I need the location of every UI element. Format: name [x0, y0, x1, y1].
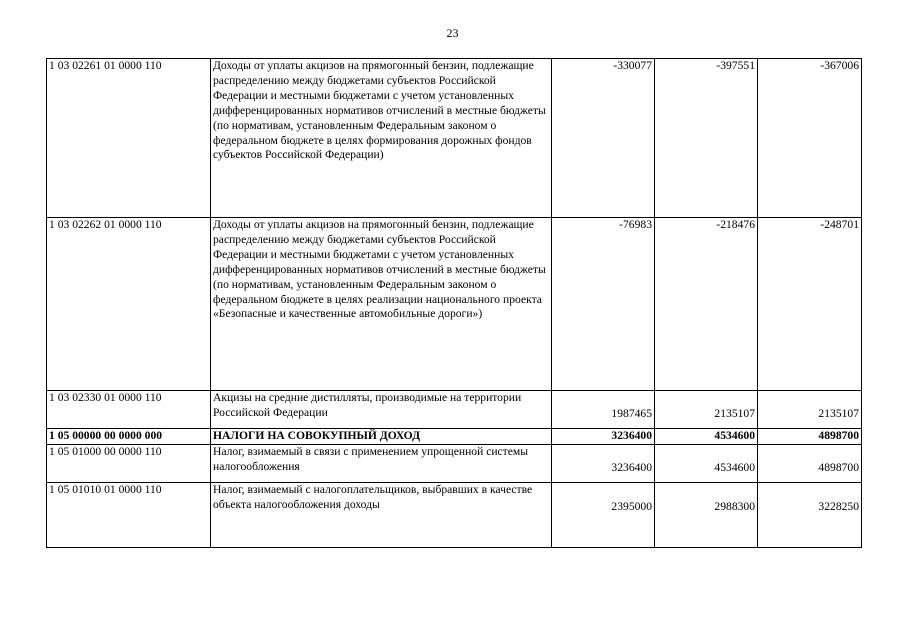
- table-row: [47, 483, 862, 548]
- amount-year-1: -330077: [552, 59, 655, 218]
- revenue-code: 1 05 01010 01 0000 110: [47, 483, 211, 548]
- amount-year-3: -367006: [758, 59, 862, 218]
- page-number: 23: [446, 26, 459, 40]
- amount-year-1: 1987465: [552, 391, 655, 429]
- amount-year-2: -397551: [655, 59, 758, 218]
- revenue-name: Налог, взимаемый в связи с применением упрощенной системы налогообложения: [211, 445, 552, 483]
- table-row: [47, 59, 862, 218]
- amount-year-3: -248701: [758, 218, 862, 391]
- amount-year-2: -218476: [655, 218, 758, 391]
- amount-year-2: 4534600: [655, 429, 758, 445]
- amount-year-1: 3236400: [552, 445, 655, 483]
- amount-year-1: 3236400: [552, 429, 655, 445]
- revenue-code: 1 03 02261 01 0000 110: [47, 59, 211, 218]
- table-row: [47, 445, 862, 483]
- revenue-code: 1 03 02262 01 0000 110: [47, 218, 211, 391]
- amount-year-3: 4898700: [758, 429, 862, 445]
- budget-revenue-table: [46, 58, 862, 548]
- revenue-name: НАЛОГИ НА СОВОКУПНЫЙ ДОХОД: [211, 429, 552, 445]
- amount-year-2: 4534600: [655, 445, 758, 483]
- amount-year-1: 2395000: [552, 483, 655, 548]
- revenue-name: Доходы от уплаты акцизов на прямогонный бензин, подлежащие распределению между бюджетами субъектов Российской Федерации и местными бюджетами с учетом установленных дифференцированных нормативов отчислений в местные бюджеты (по нормативам, установленным Федеральным законом о федеральном бюджете в целях формирования дорожных фондов субъектов Российской Федерации): [211, 59, 552, 218]
- revenue-code: 1 05 01000 00 0000 110: [47, 445, 211, 483]
- amount-year-1: -76983: [552, 218, 655, 391]
- amount-year-2: 2988300: [655, 483, 758, 548]
- amount-year-3: 2135107: [758, 391, 862, 429]
- revenue-code: 1 05 00000 00 0000 000: [47, 429, 211, 445]
- revenue-code: 1 03 02330 01 0000 110: [47, 391, 211, 429]
- table-row-section-total: [47, 429, 862, 445]
- table-row: [47, 391, 862, 429]
- revenue-name: Акцизы на средние дистилляты, производимые на территории Российской Федерации: [211, 391, 552, 429]
- table-row: [47, 218, 862, 391]
- revenue-name: Доходы от уплаты акцизов на прямогонный бензин, подлежащие распределению между бюджетами субъектов Российской Федерации и местными бюджетами с учетом установленных дифференцированных нормативов отчислений в местные бюджеты (по нормативам, установленным Федеральным законом о федеральном бюджете в целях реализации национального проекта «Безопасные и качественные автомобильные дороги»): [211, 218, 552, 391]
- amount-year-3: 3228250: [758, 483, 862, 548]
- amount-year-2: 2135107: [655, 391, 758, 429]
- amount-year-3: 4898700: [758, 445, 862, 483]
- revenue-name: Налог, взимаемый с налогоплательщиков, выбравших в качестве объекта налогообложения доходы: [211, 483, 552, 548]
